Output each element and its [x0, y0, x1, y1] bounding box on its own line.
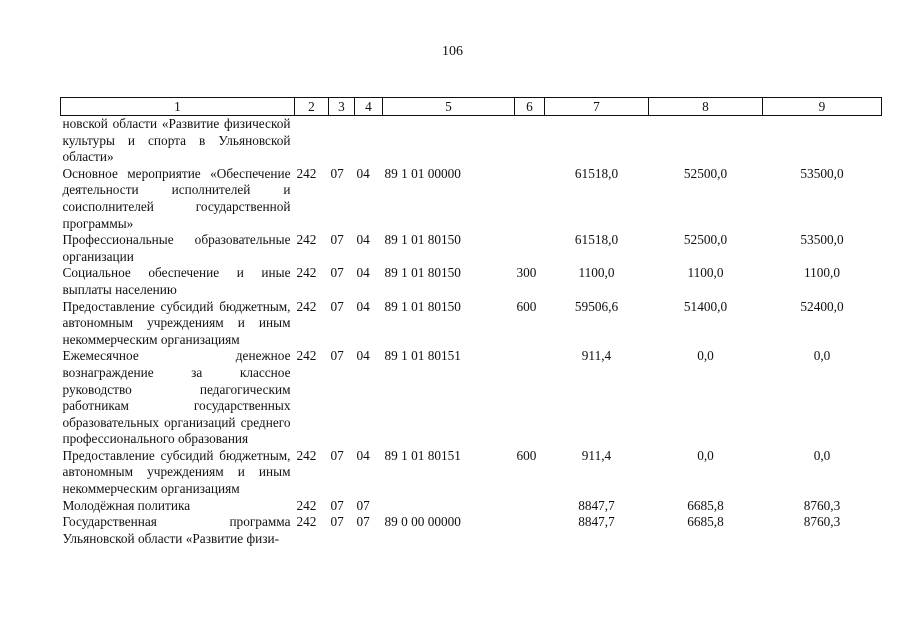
cell-c5: 89 1 01 80150 [384, 232, 461, 248]
column-header: 7 [545, 98, 649, 116]
cell-c3: 07 [330, 298, 344, 314]
cell-c4: 04 [356, 298, 370, 314]
column-header: 2 [295, 98, 329, 116]
cell-c7: 61518,0 [574, 165, 619, 181]
cell-c8: 52500,0 [683, 165, 728, 181]
cell-c8: 0,0 [697, 447, 714, 463]
cell-c9: 53500,0 [800, 232, 844, 248]
row-name: Основное мероприятие «Обеспечение деятельности исполнителей и соисполнителей государственной программы» [62, 165, 291, 231]
cell-c6 [515, 498, 545, 515]
row-name: новской области «Развитие физической культуры и спорта в Ульяновской области» [62, 116, 291, 165]
row-name: Профессиональные образовательные организации [62, 232, 291, 264]
cell-c2: 242 [296, 514, 317, 530]
column-header: 9 [763, 98, 882, 116]
cell-c5: 89 1 01 80150 [384, 265, 461, 281]
cell-c4: 04 [356, 165, 370, 181]
cell-c5: 89 1 01 00000 [384, 165, 461, 181]
cell-c9 [763, 116, 882, 166]
page-number: 106 [442, 44, 463, 59]
cell-c3: 07 [330, 265, 344, 281]
cell-c8: 0,0 [697, 348, 714, 364]
row-name: Молодёжная политика [62, 497, 191, 513]
cell-c2: 242 [296, 447, 317, 463]
cell-c4: 07 [356, 497, 370, 513]
cell-c9: 53500,0 [800, 165, 844, 181]
row-name: Предоставление субсидий бюджетным, автономным учреждениям и иным некоммерческим организациям [62, 298, 291, 347]
cell-c9: 8760,3 [803, 514, 841, 530]
cell-c8: 51400,0 [683, 298, 728, 314]
table-header-row [61, 98, 882, 116]
budget-table [60, 97, 882, 547]
cell-c3: 07 [330, 497, 344, 513]
table-row [61, 299, 882, 349]
table-row [61, 498, 882, 515]
cell-c7: 59506,6 [574, 298, 619, 314]
cell-c3 [329, 116, 355, 166]
column-header: 3 [329, 98, 355, 116]
cell-c4: 04 [356, 232, 370, 248]
cell-c8: 1100,0 [687, 265, 724, 281]
table-row [61, 116, 882, 166]
cell-c2: 242 [296, 497, 317, 513]
column-header: 8 [649, 98, 763, 116]
row-name: Государственная программа Ульяновской области «Развитие физи- [62, 514, 291, 546]
cell-c8: 6685,8 [687, 514, 724, 530]
cell-c2: 242 [296, 265, 317, 281]
cell-c6 [515, 232, 545, 265]
cell-c3: 07 [330, 514, 344, 530]
cell-c7: 1100,0 [578, 265, 615, 281]
cell-c8: 6685,8 [687, 497, 724, 513]
cell-c7: 8847,7 [578, 514, 615, 530]
cell-c9: 0,0 [813, 447, 831, 463]
cell-c8: 52500,0 [683, 232, 728, 248]
cell-c2: 242 [296, 165, 317, 181]
cell-c3: 07 [330, 165, 344, 181]
row-name: Предоставление субсидий бюджетным, автономным учреждениям и иным некоммерческим организациям [62, 447, 291, 497]
cell-c2: 242 [296, 232, 317, 248]
cell-c6: 300 [516, 265, 537, 281]
cell-c2: 242 [296, 298, 317, 314]
cell-c6 [515, 348, 545, 448]
cell-c7: 61518,0 [574, 232, 619, 248]
cell-c6 [515, 514, 545, 547]
column-header: 5 [383, 98, 515, 116]
column-header: 1 [61, 98, 295, 116]
cell-c3: 07 [330, 348, 344, 364]
cell-c4: 04 [356, 348, 370, 364]
cell-c5 [383, 498, 515, 515]
cell-c4: 07 [356, 514, 370, 530]
cell-c5: 89 0 00 00000 [384, 514, 461, 530]
cell-c9: 0,0 [813, 348, 831, 364]
cell-c9: 52400,0 [800, 298, 844, 314]
cell-c5 [383, 116, 515, 166]
cell-c4 [355, 116, 383, 166]
cell-c9: 8760,3 [803, 497, 841, 513]
cell-c6 [515, 116, 545, 166]
cell-c3: 07 [330, 447, 344, 463]
cell-c6: 600 [516, 447, 537, 463]
cell-c7: 911,4 [581, 348, 612, 364]
cell-c7: 911,4 [581, 447, 612, 463]
cell-c9: 1100,0 [803, 265, 841, 281]
cell-c5: 89 1 01 80151 [384, 348, 461, 364]
cell-c5: 89 1 01 80150 [384, 298, 461, 314]
cell-c2 [295, 116, 329, 166]
cell-c7: 8847,7 [578, 497, 615, 513]
table-row [61, 448, 882, 498]
table-row [61, 232, 882, 265]
cell-c7 [545, 116, 649, 166]
cell-c2: 242 [296, 348, 317, 364]
table-row [61, 514, 882, 547]
cell-c5: 89 1 01 80151 [384, 447, 461, 463]
cell-c4: 04 [356, 447, 370, 463]
cell-c6 [515, 166, 545, 232]
cell-c3: 07 [330, 232, 344, 248]
table-row [61, 166, 882, 232]
cell-c8 [649, 116, 763, 166]
table-row [61, 348, 882, 448]
table-row [61, 265, 882, 298]
row-name: Ежемесячное денежное вознаграждение за классное руководство педагогическим работникам государственных образовательных организаций среднего профессионального образования [62, 348, 291, 447]
column-header: 4 [355, 98, 383, 116]
cell-c4: 04 [356, 265, 370, 281]
row-name: Социальное обеспечение и иные выплаты населению [62, 265, 291, 297]
cell-c6: 600 [516, 298, 537, 314]
column-header: 6 [515, 98, 545, 116]
